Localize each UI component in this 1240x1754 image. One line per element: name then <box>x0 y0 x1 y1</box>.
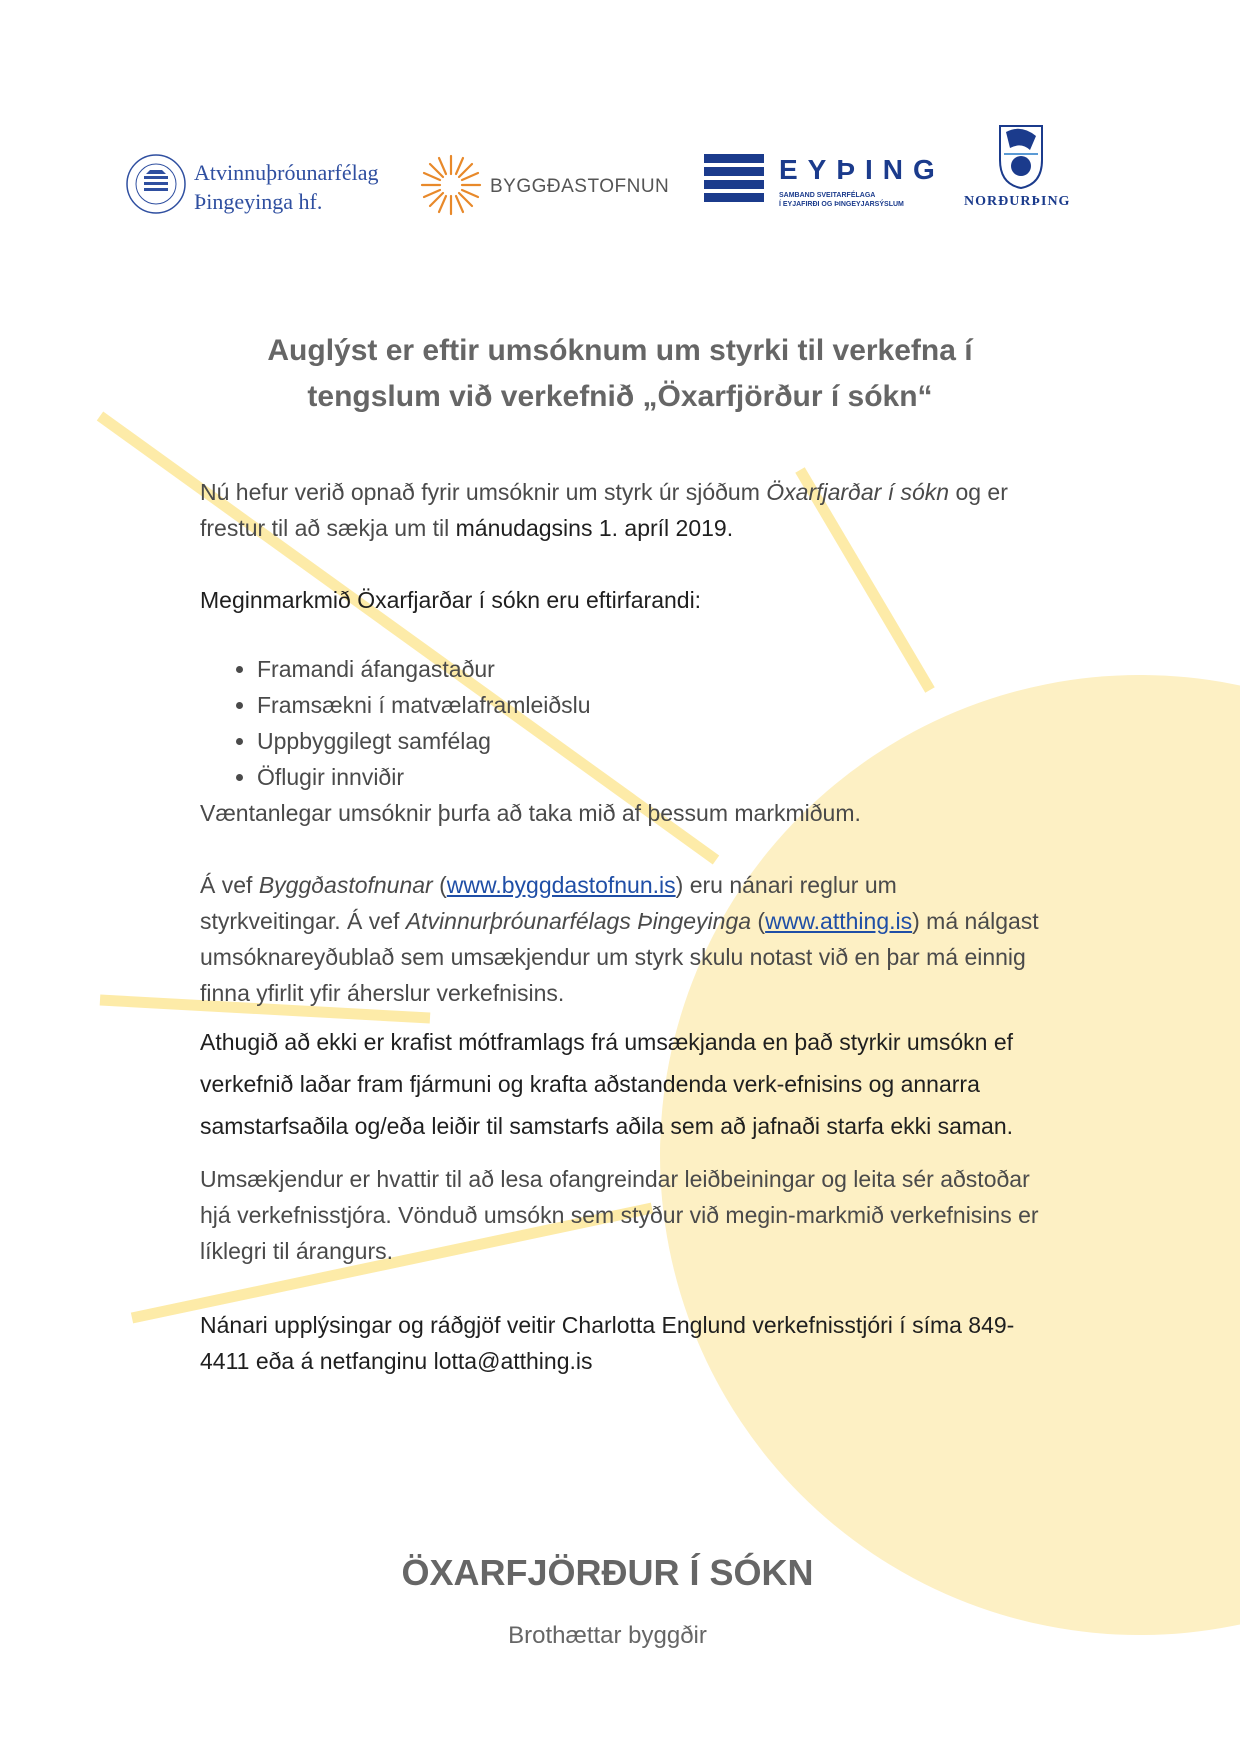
atvinnuthrounarfelag-emblem-icon <box>124 152 188 216</box>
title-line1: Auglýst er eftir umsóknum um styrki til verkefna í <box>267 334 973 367</box>
byggdastofnun-logo <box>418 152 678 222</box>
eything-name: EYÞING <box>779 154 945 185</box>
goal-item: • Öflugir innviðir <box>257 759 1040 795</box>
footer-subtitle: Brothættar byggðir <box>508 1622 707 1649</box>
goal-item: • Uppbyggilegt samfélag <box>257 723 1040 759</box>
byggdastofnun-name: BYGGÐASTOFNUN <box>490 176 670 197</box>
nordurthing-name: NORÐURÞING <box>964 194 1071 209</box>
logo-bar <box>0 118 1240 228</box>
nordurthing-logo <box>960 122 1080 222</box>
eything-logo <box>704 154 945 218</box>
encourage-paragraph: Umsækjendur er hvattir til að lesa ofangreindar leiðbeiningar og leita sér aðstoðar hjá verkefnisstjóra. Vönduð umsókn sem styður við megin-markmið verkefnisins er líklegri til árangurs. <box>200 1166 1039 1264</box>
byggdastofnun-link[interactable]: www.byggdastofnun.is <box>446 872 676 898</box>
goals-heading: Meginmarkmið Öxarfjarðar í sókn eru eftirfarandi: <box>200 587 702 613</box>
goal-item: • Framandi áfangastaður <box>257 651 1040 687</box>
announcement-body <box>200 474 1040 1379</box>
deadline-text: mánudagsins 1. apríl 2019. <box>455 515 734 541</box>
contribution-paragraph: Athugið að ekki er krafist mótframlags frá umsækjanda en það styrkir umsókn ef verkefnið laðar fram fjármuni og krafta aðstandenda verk-efnisins og annarra samstarfsaðila og/eða leiðir til samstarfs aðila sem að jafnaði starfa ekki saman. <box>200 1029 1014 1139</box>
goal-item: • Framsækni í matvælaframleiðslu <box>257 687 1040 723</box>
stripes-icon <box>704 154 764 204</box>
goals-list <box>200 651 1040 795</box>
atthing-link[interactable]: www.atthing.is <box>765 908 913 934</box>
atvinnuthrounarfelag-logo <box>124 152 404 222</box>
page-title <box>200 328 1040 420</box>
contact-paragraph: Nánari upplýsingar og ráðgjöf veitir Charlotta Englund verkefnisstjóri í síma 849-4411 eða á netfanginu lotta@atthing.is <box>200 1312 1015 1374</box>
nordurthing-crest-icon <box>960 122 1080 192</box>
intro-paragraph: Nú hefur verið opnað fyrir umsóknir um styrk úr sjóðum Öxarfjarðar í sókn og er frestur til að sækja um til mánudagsins 1. apríl 2019. <box>200 479 1008 541</box>
sunburst-icon <box>418 152 484 218</box>
atvinnu-line1: Atvinnuþróunarfélag <box>194 160 379 185</box>
eything-subtitle: SAMBAND SVEITARFÉLAGA Í EYJAFIRÐI OG ÞINGEYJARSÝSLUM <box>779 192 904 208</box>
footer-title: ÖXARFJÖRÐUR Í SÓKN <box>401 1552 814 1593</box>
title-line2: tengslum við verkefnið „Öxarfjörður í sókn“ <box>307 380 933 413</box>
goals-note: Væntanlegar umsóknir þurfa að taka mið af þessum markmiðum. <box>200 800 861 826</box>
atvinnu-line2: Þingeyinga hf. <box>194 189 323 214</box>
web-paragraph: Á vef Byggðastofnunar (www.byggdastofnun.is) eru nánari reglur um styrkveitingar. Á vef Atvinnurþróunarfélags Þingeyinga (www.atthing.is) má nálgast umsóknareyðublað sem umsækjendur um styrk skulu notast við en þar má einnig finna yfirlit yfir áherslur verkefnisins. <box>200 872 1039 1006</box>
